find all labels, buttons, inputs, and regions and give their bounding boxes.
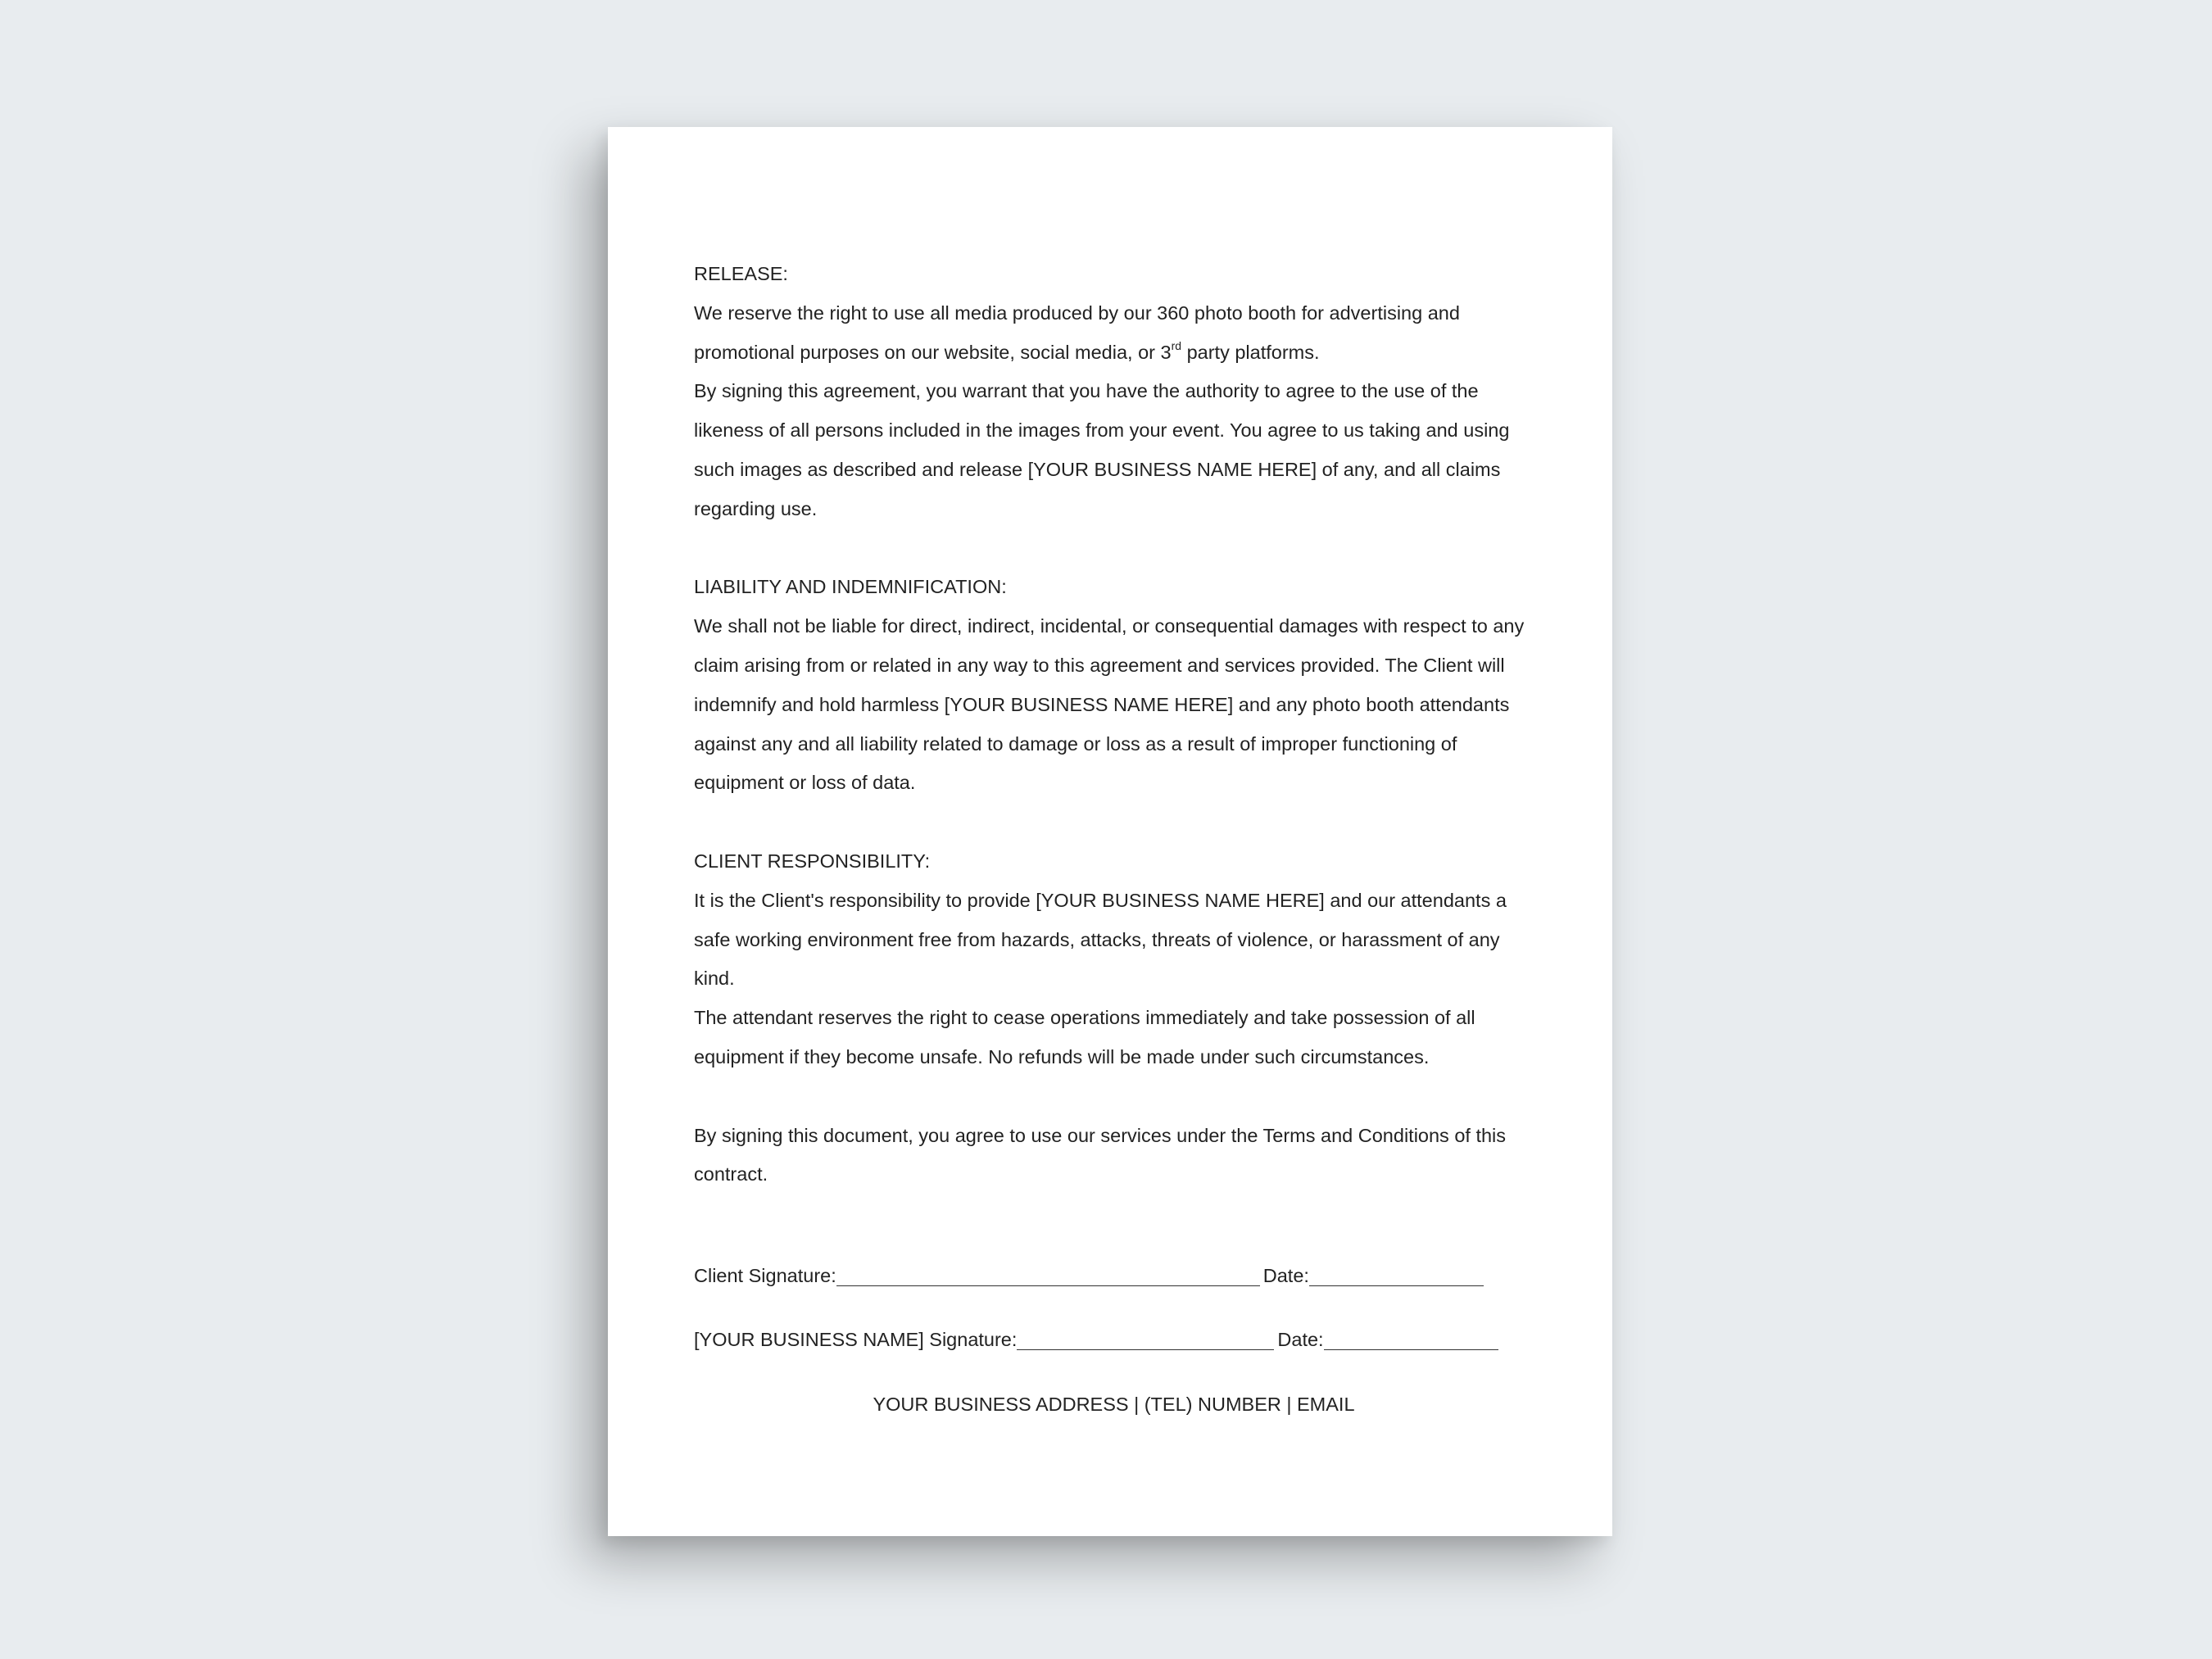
client-responsibility-heading: CLIENT RESPONSIBILITY: [694, 850, 931, 872]
client-responsibility-paragraph-2: The attendant reserves the right to cease operations immediately and take possession of all equipment if they become unsafe. No refunds will be made under such circumstances. [694, 1007, 1475, 1067]
spacer [694, 1077, 1534, 1117]
client-date-line[interactable] [1309, 1285, 1484, 1286]
spacer [694, 529, 1534, 569]
release-paragraph-2: By signing this agreement, you warrant that you have the authority to agree to the use of the likeness of all persons included in the images from your event. You agree to us taking and using such images as described and release [YOUR BUSINESS NAME HERE] of any, and all claims regarding use. [694, 380, 1510, 519]
ordinal-suffix: rd [1171, 338, 1182, 352]
business-date-line[interactable] [1324, 1349, 1498, 1350]
release-p1-text: We reserve the right to use all media produced by our 360 photo booth for advertising and promotional purposes on our website, social media, or 3 [694, 301, 1460, 363]
client-date-label: Date: [1262, 1265, 1309, 1287]
business-signature-row [694, 1321, 1534, 1359]
business-signature-line[interactable] [1017, 1349, 1274, 1350]
liability-paragraph: We shall not be liable for direct, indirect, incidental, or consequential damages with respect to any claim arising from or related in any way to this agreement and services provided. The Client will indemnify and hold harmless [YOUR BUSINESS NAME HERE] and any photo booth attendants against any and all liability related to damage or loss as a result of improper functioning of equipment or loss of data. [694, 615, 1525, 794]
release-heading: RELEASE: [694, 263, 788, 284]
client-responsibility-paragraph-1: It is the Client's responsibility to provide [YOUR BUSINESS NAME HERE] and our attendants a safe working environment free from hazards, attacks, threats of violence, or harassment of any kind. [694, 889, 1507, 990]
agreement-statement: By signing this document, you agree to use our services under the Terms and Conditions of this contract. [694, 1124, 1507, 1185]
release-p1-end: party platforms. [1181, 341, 1320, 363]
release-paragraph-1 [694, 294, 1534, 373]
business-date-label: Date: [1277, 1329, 1324, 1351]
document-page [608, 127, 1612, 1536]
contact-footer: YOUR BUSINESS ADDRESS | (TEL) NUMBER | EMAIL [873, 1394, 1355, 1416]
client-signature-row [694, 1257, 1534, 1295]
spacer [694, 803, 1534, 842]
client-signature-line[interactable] [836, 1285, 1260, 1286]
liability-heading: LIABILITY AND INDEMNIFICATION: [694, 576, 1007, 598]
client-signature-label: Client Signature: [694, 1265, 836, 1287]
business-signature-label: [YOUR BUSINESS NAME] Signature: [694, 1329, 1018, 1351]
